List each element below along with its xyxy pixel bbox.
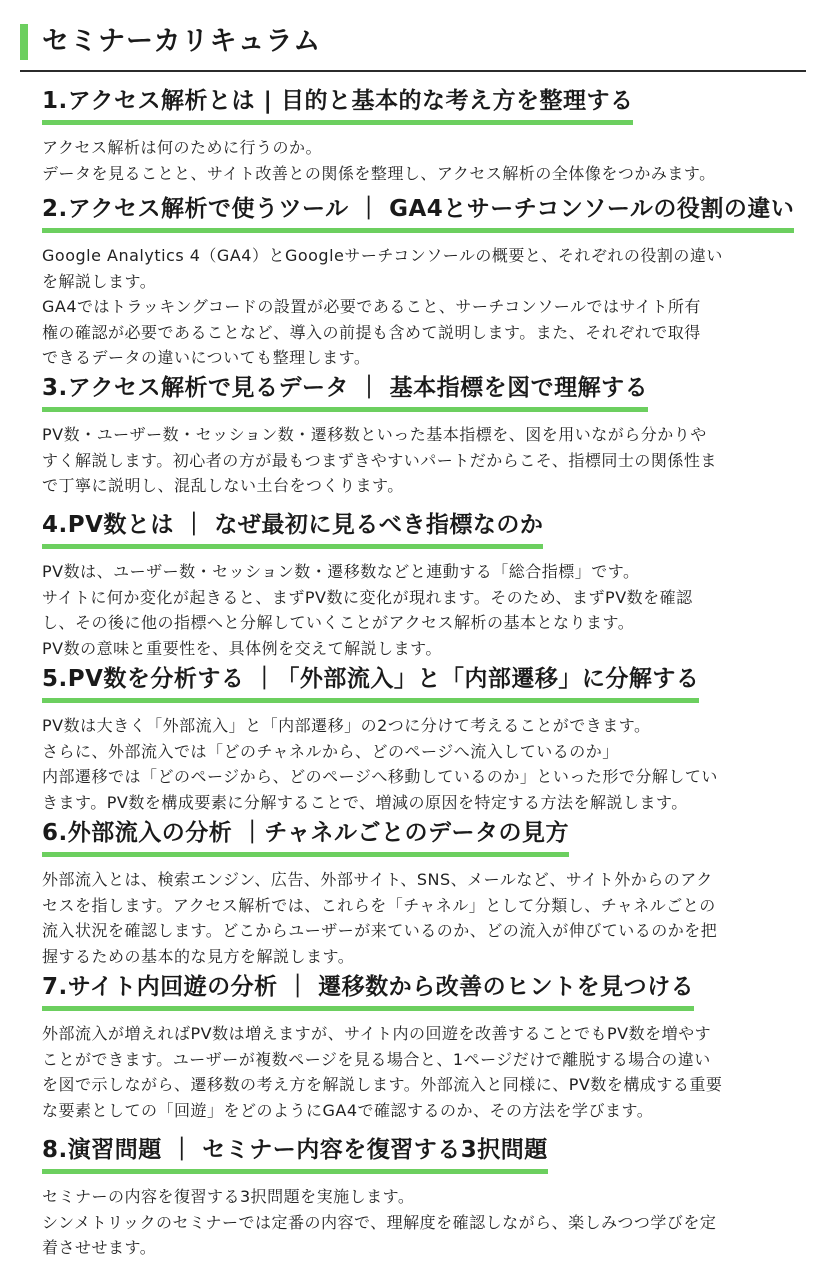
curriculum-section-3: [42, 373, 812, 499]
description-line: Google Analytics 4（GA4）とGoogleサーチコンソールの概要と、それぞれの役割の違い: [42, 246, 723, 265]
description-line: できるデータの違いについても整理します。: [42, 348, 371, 367]
section-description: [42, 713, 812, 815]
curriculum-section-1: [42, 86, 812, 186]
description-line: 外部流入が増えればPV数は増えますが、サイト内の回遊を改善することでもPV数を増やす: [42, 1024, 712, 1043]
section-description: [42, 1184, 812, 1261]
description-line: 権の確認が必要であることなど、導入の前提も含めて説明します。また、それぞれで取得: [42, 322, 701, 342]
description-line: PV数は、ユーザー数・セッション数・遷移数などと連動する「総合指標」です。: [42, 562, 640, 581]
description-line: きます。PV数を構成要素に分解することで、増減の原因を特定する方法を解説します。: [42, 792, 688, 812]
section-title: 8.演習問題 ｜ セミナー内容を復習する3択問題: [42, 1135, 548, 1174]
section-description: [42, 243, 812, 371]
section-title: 2.アクセス解析で使うツール ｜ GA4とサーチコンソールの役割の違い: [42, 194, 794, 233]
section-description: [42, 135, 812, 186]
section-title: 5.PV数を分析する ｜「外部流入」と「内部遷移」に分解する: [42, 664, 699, 703]
description-line: データを見ることと、サイト改善との関係を整理し、アクセス解析の全体像をつかみます。: [42, 163, 716, 183]
description-line: で丁寧に説明し、混乱しない土台をつくります。: [42, 476, 404, 495]
header-accent-bar: [20, 24, 28, 60]
section-description: [42, 867, 812, 969]
description-line: PV数・ユーザー数・セッション数・遷移数といった基本指標を、図を用いながら分かりや: [42, 425, 707, 444]
description-line: サイトに何か変化が起きると、まずPV数に変化が現れます。そのため、まずPV数を確認: [42, 587, 693, 607]
description-line: PV数の意味と重要性を、具体例を交えて解説します。: [42, 638, 442, 658]
section-title: 7.サイト内回遊の分析 ｜ 遷移数から改善のヒントを見つける: [42, 972, 694, 1011]
description-line: セスを指します。アクセス解析では、これらを「チャネル」として分類し、チャネルごとの: [42, 895, 716, 915]
curriculum-section-8: [42, 1135, 812, 1261]
description-line: GA4ではトラッキングコードの設置が必要であること、サーチコンソールではサイト所有: [42, 297, 701, 316]
page-title: セミナーカリキュラム: [42, 26, 322, 57]
description-line: ことができます。ユーザーが複数ページを見る場合と、1ページだけで離脱する場合の違い: [42, 1049, 711, 1069]
description-line: アクセス解析は何のために行うのか。: [42, 138, 323, 157]
curriculum-section-2: [42, 194, 812, 371]
description-line: し、その後に他の指標へと分解していくことがアクセス解析の基本となります。: [42, 613, 635, 632]
description-line: 内部遷移では「どのページから、どのページへ移動しているのか」といった形で分解してい: [42, 767, 718, 786]
description-line: 外部流入とは、検索エンジン、広告、外部サイト、SNS、メールなど、サイト外からのアク: [42, 870, 713, 889]
description-line: を図で示しながら、遷移数の考え方を解説します。外部流入と同様に、PV数を構成する重要: [42, 1075, 723, 1094]
section-title: 6.外部流入の分析 ｜チャネルごとのデータの見方: [42, 818, 569, 857]
description-line: シンメトリックのセミナーでは定番の内容で、理解度を確認しながら、楽しみつつ学びを定: [42, 1212, 717, 1232]
description-line: 流入状況を確認します。どこからユーザーが来ているのか、どの流入が伸びているのかを把: [42, 921, 718, 940]
curriculum-section-6: [42, 818, 812, 969]
section-description: [42, 559, 812, 661]
description-line: すく解説します。初心者の方が最もつまずきやすいパートだからこそ、指標同士の関係性ま: [42, 450, 717, 470]
section-title: 4.PV数とは ｜ なぜ最初に見るべき指標なのか: [42, 510, 543, 549]
section-description: [42, 1021, 812, 1123]
section-description: [42, 422, 812, 499]
description-line: セミナーの内容を復習する3択問題を実施します。: [42, 1187, 415, 1206]
curriculum-section-7: [42, 972, 812, 1123]
page-header: [20, 20, 806, 72]
description-line: を解説します。: [42, 271, 157, 291]
section-title: 1.アクセス解析とは | 目的と基本的な考え方を整理する: [42, 86, 633, 125]
description-line: さらに、外部流入では「どのチャネルから、どのページへ流入しているのか」: [42, 741, 619, 761]
description-line: 着させせます。: [42, 1238, 157, 1257]
description-line: PV数は大きく「外部流入」と「内部遷移」の2つに分けて考えることができます。: [42, 716, 651, 735]
section-title: 3.アクセス解析で見るデータ ｜ 基本指標を図で理解する: [42, 373, 648, 412]
curriculum-section-5: [42, 664, 812, 815]
description-line: 握するための基本的な見方を解説します。: [42, 946, 355, 966]
curriculum-section-4: [42, 510, 812, 661]
description-line: な要素としての「回遊」をどのようにGA4で確認するのか、その方法を学びます。: [42, 1100, 654, 1120]
